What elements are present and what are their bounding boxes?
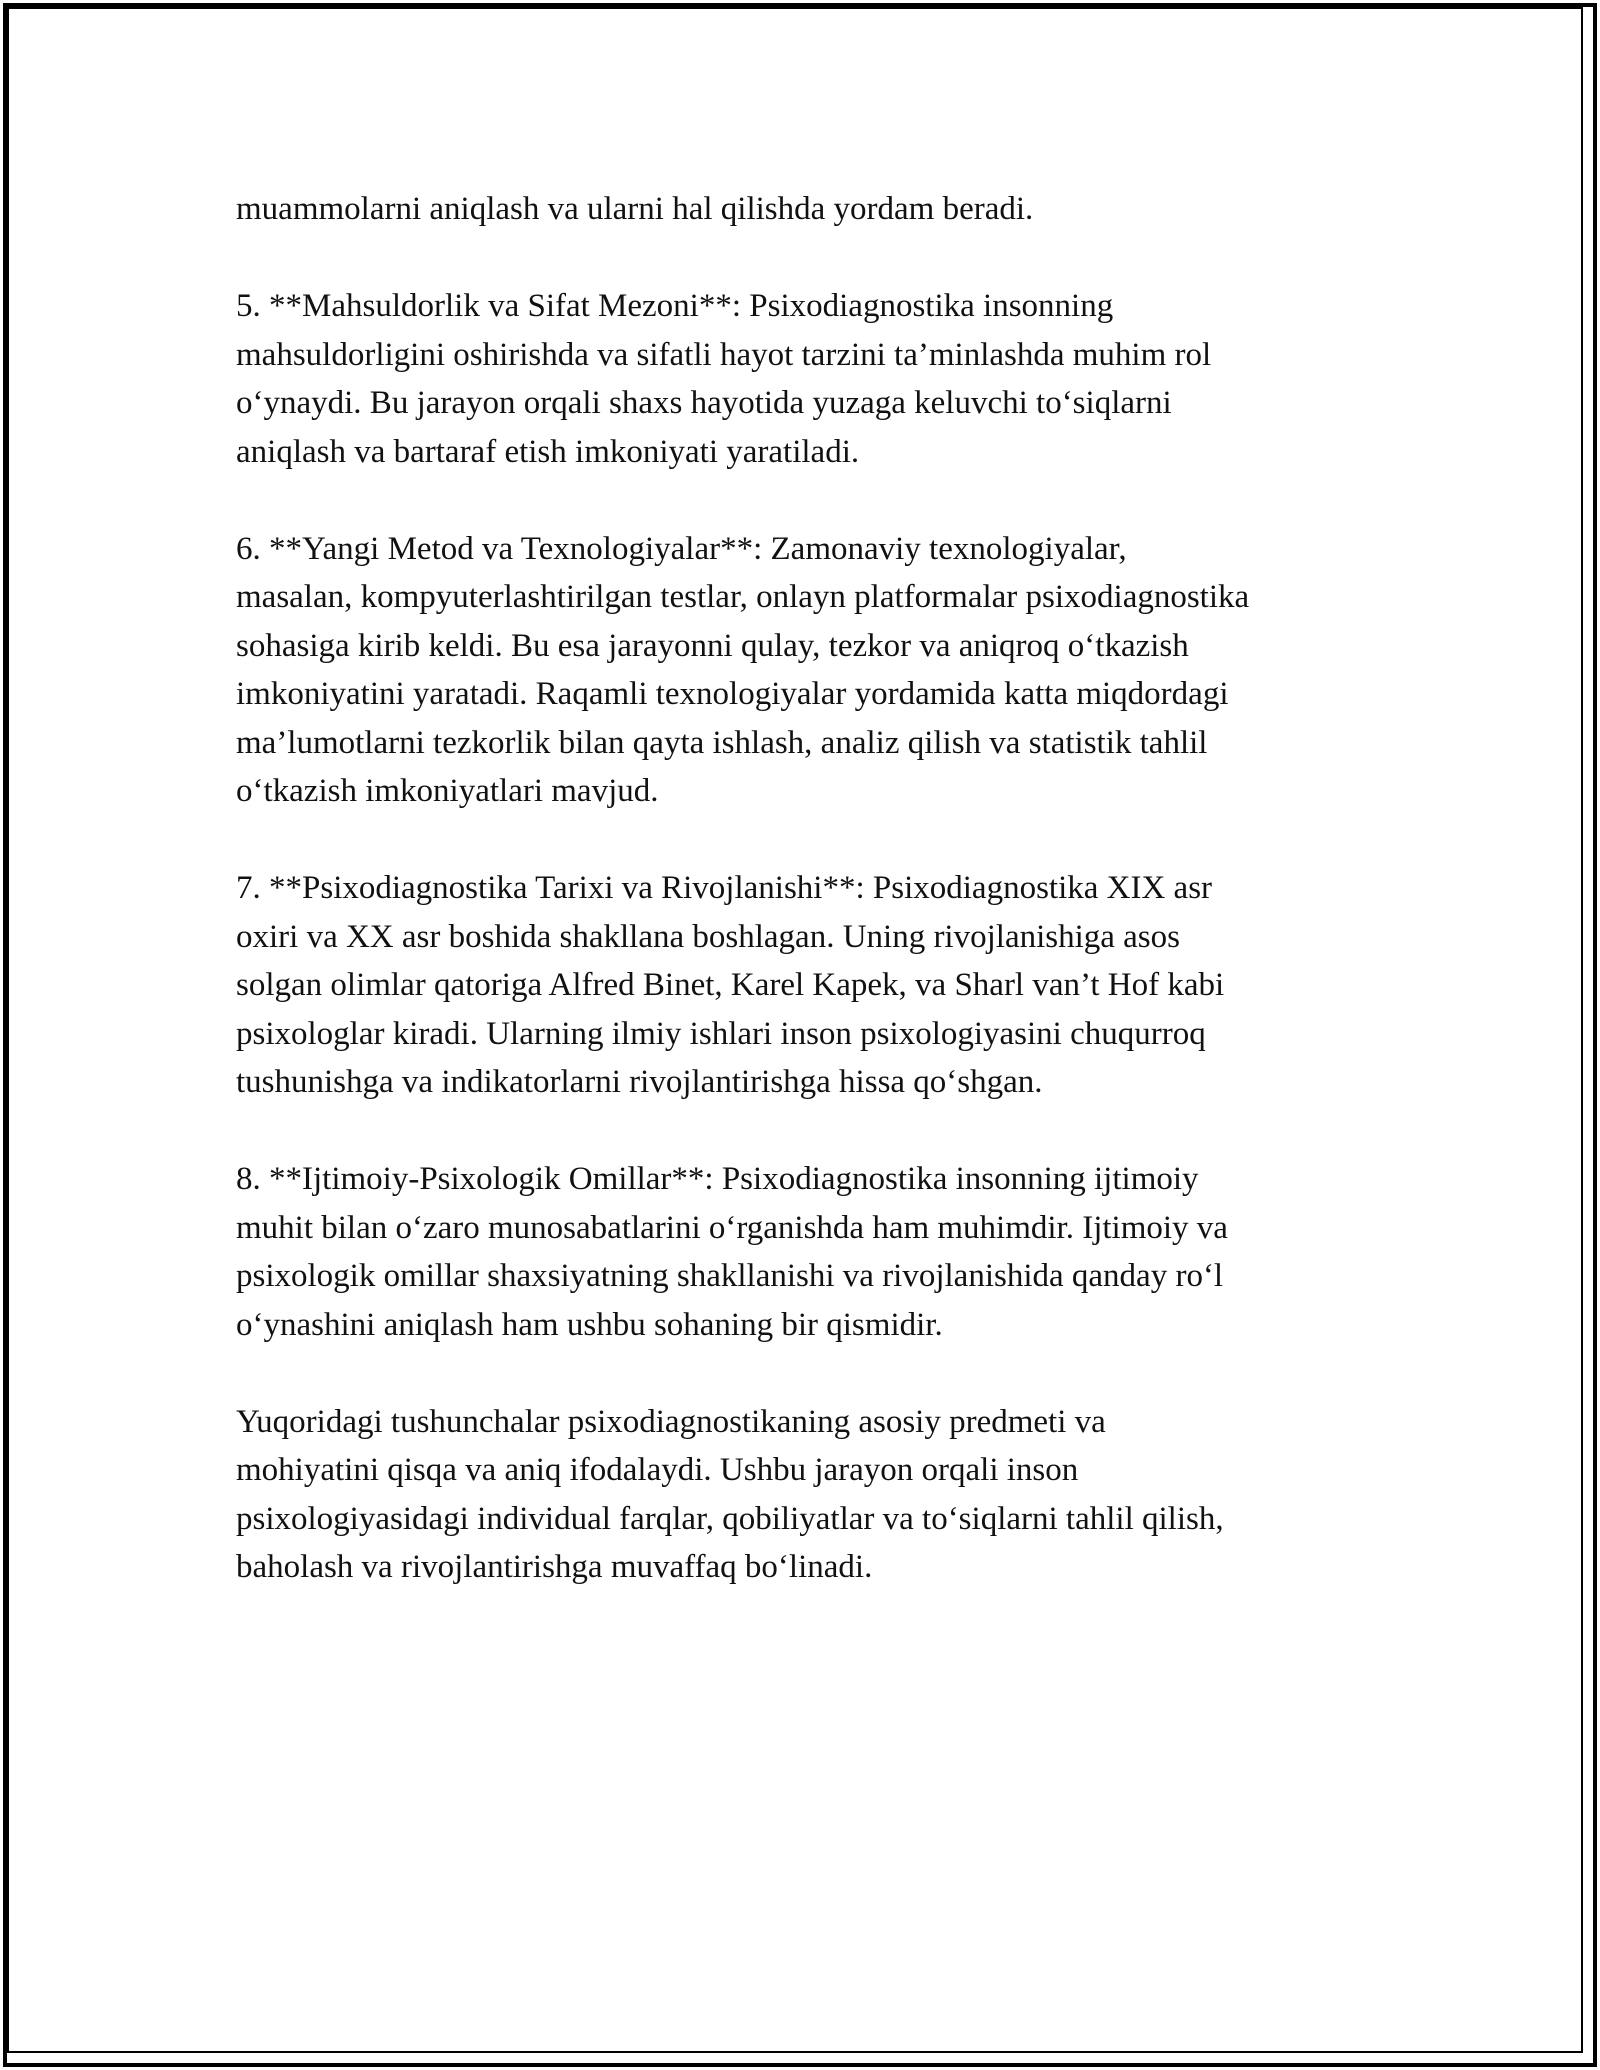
text-line: baholash va rivojlantirishga muvaffaq bo‘linadi. [236, 1549, 873, 1585]
text-line: psixologiyasidagi individual farqlar, qobiliyatlar va to‘siqlarni tahlil qilish, [236, 1500, 1224, 1537]
paragraph-continuation [236, 185, 1386, 234]
paragraph-gap [236, 234, 1386, 283]
text-line: psixologik omillar shaxsiyatning shakllanishi va rivojlanishida qanday ro‘l [236, 1258, 1224, 1294]
text-line: muhit bilan o‘zaro munosabatlarini o‘rganishda ham muhimdir. Ijtimoiy va [236, 1209, 1228, 1246]
text-line: 7. **Psixodiagnostika Tarixi va Rivojlanishi**: Psixodiagnostika XIX asr [236, 870, 1213, 906]
text-line: Yuqoridagi tushunchalar psixodiagnostikaning asosiy predmeti va [236, 1403, 1106, 1440]
text-line: masalan, kompyuterlashtirilgan testlar, onlayn platformalar psixodiagnostika [236, 579, 1250, 615]
text-line: mohiyatini qisqa va aniq ifodalaydi. Ushbu jarayon orqali inson [236, 1452, 1079, 1488]
text-line: ma’lumotlarni tezkorlik bilan qayta ishlash, analiz qilish va statistik tahlil [236, 724, 1208, 761]
text-line: psixologlar kiradi. Ularning ilmiy ishlari inson psixologiyasini chuqurroq [236, 1015, 1206, 1052]
paragraph-gap [236, 816, 1386, 865]
text-line: tushunishga va indikatorlarni rivojlantirishga hissa qo‘shgan. [236, 1064, 1043, 1100]
text-line: 8. **Ijtimoiy-Psixologik Omillar**: Psixodiagnostika insonning ijtimoiy [236, 1161, 1199, 1197]
text-line: o‘ynashini aniqlash ham ushbu sohaning bir qismidir. [236, 1306, 943, 1343]
text-line: 5. **Mahsuldorlik va Sifat Mezoni**: Psixodiagnostika insonning [236, 288, 1114, 324]
document-body [236, 185, 1386, 1592]
text-line: mahsuldorligini oshirishda va sifatli hayot tarzini ta’minlashda muhim rol [236, 336, 1212, 373]
paragraph-item-7 [236, 864, 1386, 1107]
text-line: aniqlash va bartaraf etish imkoniyati yaratiladi. [236, 433, 860, 470]
paragraph-item-6 [236, 525, 1386, 816]
paragraph-gap [236, 1349, 1386, 1398]
text-line: oxiri va XX asr boshida shakllana boshlagan. Uning rivojlanishiga asos [236, 918, 1180, 955]
text-line: o‘tkazish imkoniyatlari mavjud. [236, 773, 659, 809]
text-line: o‘ynaydi. Bu jarayon orqali shaxs hayotida yuzaga keluvchi to‘siqlarni [236, 385, 1172, 421]
text-line: 6. **Yangi Metod va Texnologiyalar**: Zamonaviy texnologiyalar, [236, 530, 1127, 567]
text-line: sohasiga kirib keldi. Bu esa jarayonni qulay, tezkor va aniqroq o‘tkazish [236, 627, 1189, 664]
paragraph-item-5 [236, 282, 1386, 476]
paragraph-item-8 [236, 1155, 1386, 1349]
text-line: imkoniyatini yaratadi. Raqamli texnologiyalar yordamida katta miqdordagi [236, 676, 1229, 712]
text-line: solgan olimlar qatoriga Alfred Binet, Karel Kapek, va Sharl van’t Hof kabi [236, 967, 1225, 1003]
text-line: muammolarni aniqlash va ularni hal qilishda yordam beradi. [236, 191, 1034, 227]
paragraph-gap [236, 476, 1386, 525]
paragraph-gap [236, 1107, 1386, 1156]
paragraph-conclusion [236, 1398, 1386, 1592]
